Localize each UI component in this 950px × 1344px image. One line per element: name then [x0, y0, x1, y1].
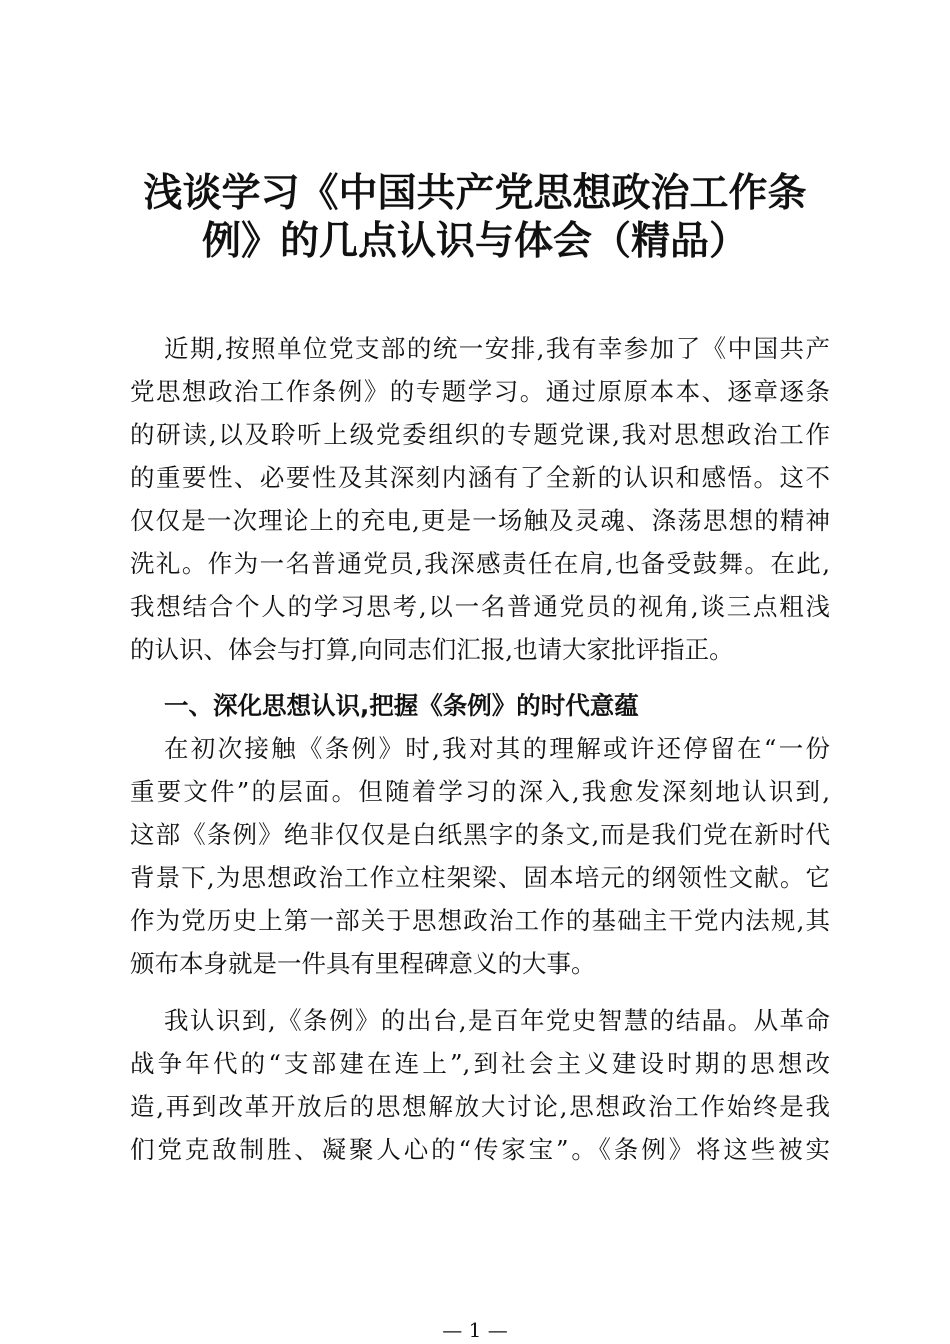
document-body — [130, 327, 830, 1171]
section-heading: 一、深化思想认识,把握《条例》的时代意蕴 — [164, 691, 639, 720]
text-line: 们党克敌制胜、凝聚人心的“传家宝”。《条例》将这些被实 — [130, 1135, 830, 1164]
page-number: — 1 — — [442, 1318, 508, 1342]
text-line: 我认识到,《条例》的出台,是百年党史智慧的结晶。从革命 — [164, 1006, 830, 1035]
text-line: 的认识、体会与打算,向同志们汇报,也请大家批评指正。 — [130, 635, 734, 664]
text-line: 重要文件”的层面。但随着学习的深入,我愈发深刻地认识到, — [130, 777, 830, 806]
text-line: 作为党历史上第一部关于思想政治工作的基础主干党内法规,其 — [130, 906, 830, 935]
text-line: 近期,按照单位党支部的统一安排,我有幸参加了《中国共产 — [164, 334, 830, 363]
text-line: 党思想政治工作条例》的专题学习。通过原原本本、逐章逐条 — [130, 377, 830, 406]
title-line: 例》的几点认识与体会（精品） — [201, 219, 748, 264]
paragraph-intro — [130, 327, 830, 671]
text-line: 在初次接触《条例》时,我对其的理解或许还停留在“一份 — [164, 734, 830, 763]
text-line: 的研读,以及聆听上级党委组织的专题党课,我对思想政治工作 — [130, 420, 830, 449]
text-line: 仅仅是一次理论上的充电,更是一场触及灵魂、涤荡思想的精神 — [130, 506, 830, 535]
paragraph — [130, 999, 830, 1171]
text-line: 洗礼。作为一名普通党员,我深感责任在肩,也备受鼓舞。在此, — [130, 549, 830, 578]
text-line: 这部《条例》绝非仅仅是白纸黑字的条文,而是我们党在新时代 — [130, 820, 830, 849]
title-line: 浅谈学习《中国共产党思想政治工作条 — [143, 171, 807, 216]
text-line: 颁布本身就是一件具有里程碑意义的大事。 — [130, 949, 596, 978]
text-line: 背景下,为思想政治工作立柱架梁、固本培元的纲领性文献。它 — [130, 863, 830, 892]
text-line: 战争年代的“支部建在连上”,到社会主义建设时期的思想改 — [130, 1049, 830, 1078]
text-line: 造,再到改革开放后的思想解放大讨论,思想政治工作始终是我 — [130, 1092, 830, 1121]
text-line: 我想结合个人的学习思考,以一名普通党员的视角,谈三点粗浅 — [130, 592, 830, 621]
document-title — [0, 170, 950, 266]
text-line: 的重要性、必要性及其深刻内涵有了全新的认识和感悟。这不 — [130, 463, 830, 492]
paragraph — [130, 727, 830, 985]
